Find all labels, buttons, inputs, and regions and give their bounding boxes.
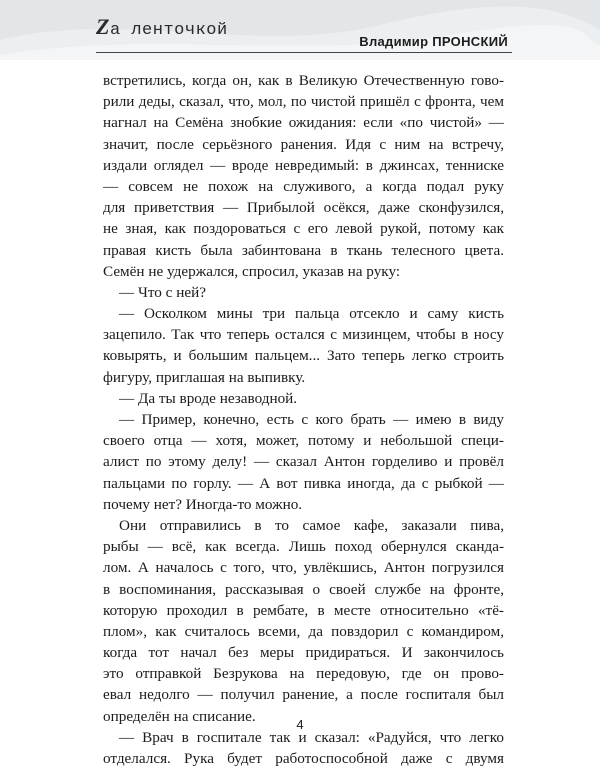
series-title-rest: a ленточкой — [109, 21, 228, 40]
text-line: не зная, как поздороваться с его левой рукой, потому как — [103, 220, 504, 238]
text-line: определён на списание. — [103, 707, 256, 725]
text-line: алист по этому делу! — сказал Антон горделиво и провёл — [103, 453, 504, 471]
text-line: фигуру, приглашая на выпивку. — [103, 368, 306, 386]
text-line: для приветствия — Прибылой осёкся, даже сконфузился, — [103, 199, 504, 217]
author-name: Владимир ПРОНСКИЙ — [359, 34, 508, 49]
text-line: лом. А началось с того, что, увлёкшись, Антон погрузился — [103, 559, 504, 577]
running-header — [0, 0, 600, 60]
text-line: которую проходил в рембате, в месте относительно «тё- — [103, 601, 504, 619]
text-line: правая кисть была забинтована в ткань телесного цвета. — [103, 241, 504, 259]
series-title — [96, 14, 228, 40]
text-line: ковырять, и большим пальцем... Зато теперь легко строить — [103, 347, 504, 365]
text-line: — Врач в госпитале так и сказал: «Радуйся, что легко — [119, 728, 504, 746]
header-rule — [96, 52, 512, 53]
text-line: это отправкой Безрукова на передовую, где он прово- — [103, 665, 504, 683]
text-line: отделался. Рука будет работоспособной даже с двумя — [103, 750, 504, 767]
text-line: рыбы — всё, как всегда. Лишь поход обернулся сканда- — [103, 538, 504, 556]
series-title-initial: Z — [96, 14, 110, 39]
text-line: Семён не удержался, спросил, указав на руку: — [103, 262, 401, 280]
text-line: — Да ты вроде незаводной. — [119, 389, 298, 407]
text-line: когда тот начал без меры придираться. И закончилось — [103, 644, 504, 662]
text-line: евал недолго — получил ранение, а после госпиталя был — [103, 686, 504, 704]
header-decoration — [0, 0, 600, 60]
text-line: встретились, когда он, как в Великую Отечественную гово- — [103, 72, 504, 89]
text-line: пальцами по горлу. — А вот пивка иногда, да с рыбкой — — [103, 474, 504, 492]
text-line: зацепило. Так что теперь остался с мизинцем, чтобы в носу — [103, 326, 504, 344]
text-line: — Что с ней? — [119, 283, 206, 301]
text-line: Они отправились в то самое кафе, заказали пива, — [119, 516, 504, 534]
text-line: рили деды, сказал, что, мол, по чистой пришёл с фронта, чем — [103, 93, 504, 111]
text-line: значит, после серьёзного ранения. Идя с ним на встречу, — [103, 135, 504, 153]
text-line: почему нет? Иногда-то можно. — [103, 495, 303, 513]
text-line: в воспоминания, рассказывая о своей службе на фронте, — [103, 580, 504, 598]
text-line: — Пример, конечно, есть с кого брать — имею в виду — [119, 411, 504, 428]
text-line: нагнал на Семёна знобкие ожидания: если «по чистой» — — [103, 114, 504, 132]
text-line: — совсем не похож на служивого, а когда подал руку — [103, 177, 504, 195]
text-line: издали оглядел — вроде невредимый: в джинсах, тенниске — [103, 156, 504, 174]
page-number: 4 — [296, 717, 304, 732]
body-text — [103, 70, 504, 769]
text-line: плом», как считалось всеми, да повздорил с командиром, — [103, 622, 504, 640]
text-line: своего отца — хотя, может, потому и небольшой специ- — [103, 432, 504, 450]
text-line: — Осколком мины три пальца отсекло и саму кисть — [119, 305, 504, 323]
